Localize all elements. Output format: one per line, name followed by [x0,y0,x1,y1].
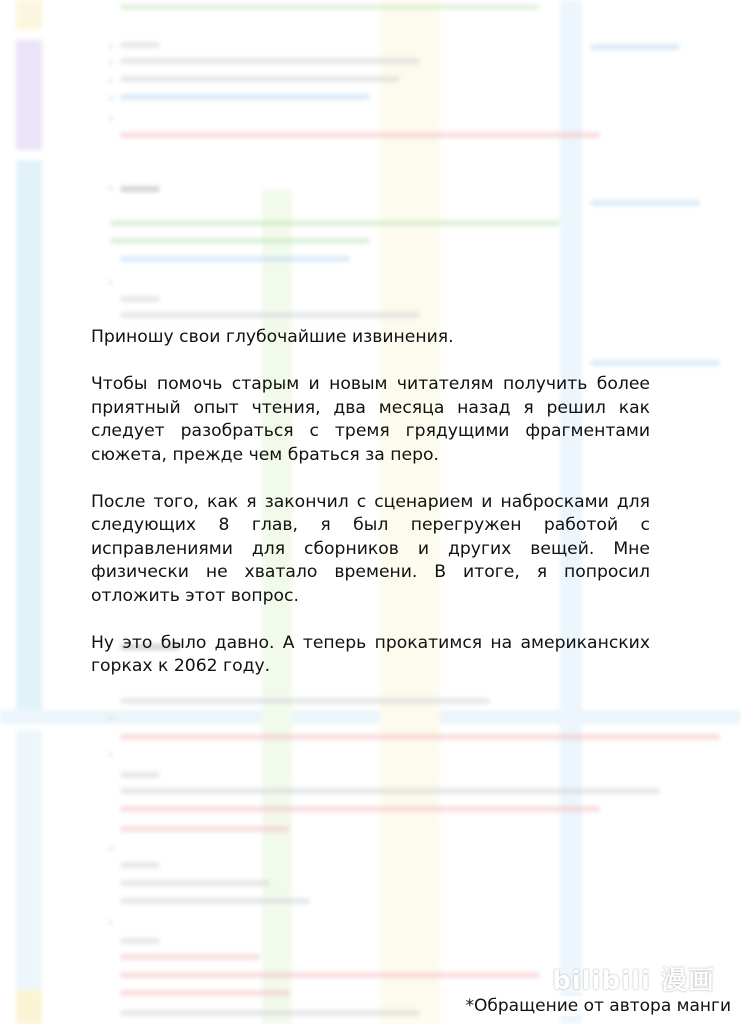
author-note-caption: *Обращение от автора манги [465,996,731,1016]
letter-paragraph-reason: Чтобы помочь старым и новым читателям получить более приятный опыт чтения, два месяца назад я решил как следует разобраться с тремя грядущими фрагментами сюжета, прежде чем браться за перо. [91,374,650,465]
letter-paragraph-workload: После того, как я закончил с сценарием и набросками для следующих 8 глав, я был перегружен работой с исправлениями для сборников и других вещей. Мне физически не хватало времени. В итоге, я попросил отложить этот вопрос. [91,491,650,606]
letter-paragraph-apology: Приношу свои глубочайшие извинения. [91,327,454,347]
letter-paragraph-closing: Ну это было давно. А теперь прокатимся на американских горках к 2062 году. [91,632,650,676]
bilibili-watermark-logo: bilibili 漫画 [552,966,715,996]
author-letter [91,326,650,702]
